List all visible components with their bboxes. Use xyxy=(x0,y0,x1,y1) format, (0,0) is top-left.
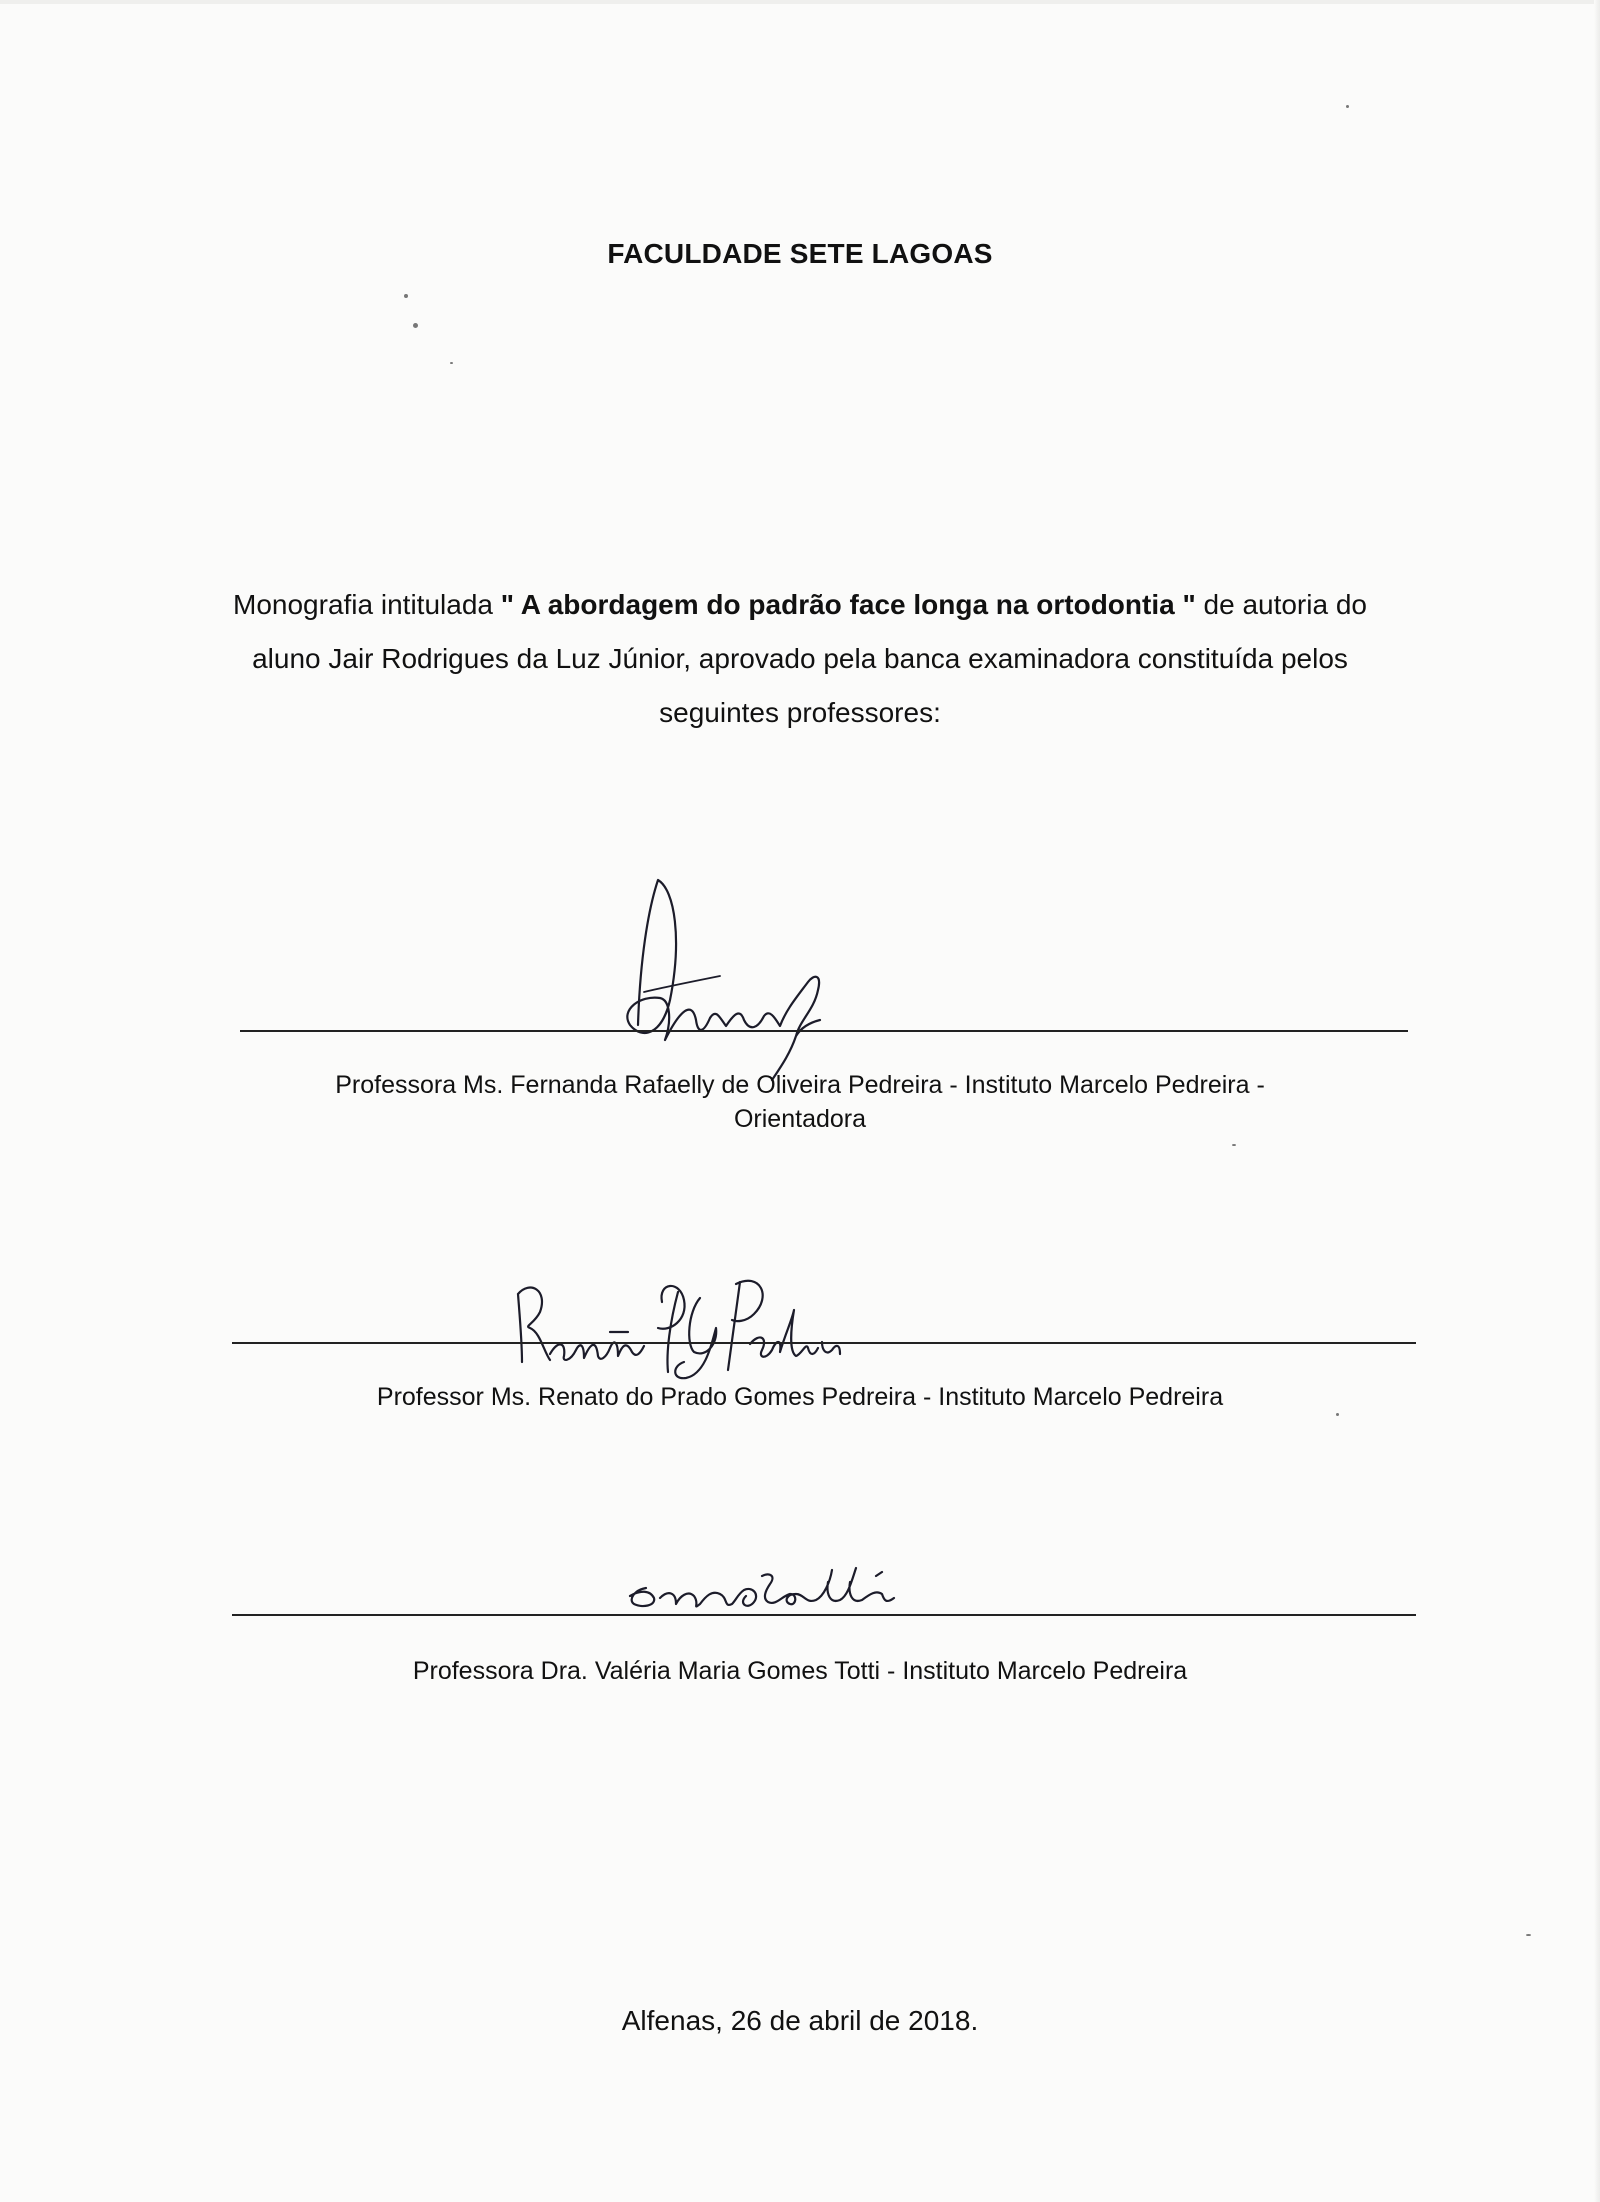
intro-paragraph xyxy=(200,578,1400,740)
monograph-title: " A abordagem do padrão face longa na ortodontia " xyxy=(500,589,1196,620)
examiner-2-name: Professor Ms. Renato do Prado Gomes Pedreira - Instituto Marcelo Pedreira xyxy=(376,1383,1224,1411)
signature-1 xyxy=(600,850,860,1090)
signature-line-3 xyxy=(232,1614,1416,1616)
scan-speck xyxy=(1526,1934,1531,1936)
scan-speck xyxy=(413,323,418,328)
intro-suffix: de autoria do aluno Jair Rodrigues da Luz Júnior, aprovado pela banca examinadora constituída pelos seguintes professores: xyxy=(252,589,1367,728)
signature-2 xyxy=(510,1262,870,1382)
examiner-1-caption xyxy=(0,1068,1600,1136)
intro-prefix: Monografia intitulada xyxy=(233,589,501,620)
scan-edge-top xyxy=(0,0,1600,4)
scan-speck xyxy=(450,362,453,364)
scan-speck xyxy=(1346,105,1349,108)
scan-speck xyxy=(1232,1144,1236,1146)
date-line: Alfenas, 26 de abril de 2018. xyxy=(621,2005,979,2036)
examiner-3-caption xyxy=(0,1654,1600,1688)
institution-heading: FACULDADE SETE LAGOAS xyxy=(607,238,993,269)
scan-speck xyxy=(404,294,408,298)
examiner-2-caption xyxy=(0,1380,1600,1414)
signature-line-2 xyxy=(232,1342,1416,1344)
examiner-1-role: Orientadora xyxy=(733,1105,867,1133)
signature-line-1 xyxy=(240,1030,1408,1032)
examiner-1-name: Professora Ms. Fernanda Rafaelly de Oliveira Pedreira - Instituto Marcelo Pedreira - xyxy=(335,1071,1265,1099)
examiner-3-name: Professora Dra. Valéria Maria Gomes Totti - Instituto Marcelo Pedreira xyxy=(412,1657,1188,1685)
signature-3 xyxy=(620,1560,960,1630)
